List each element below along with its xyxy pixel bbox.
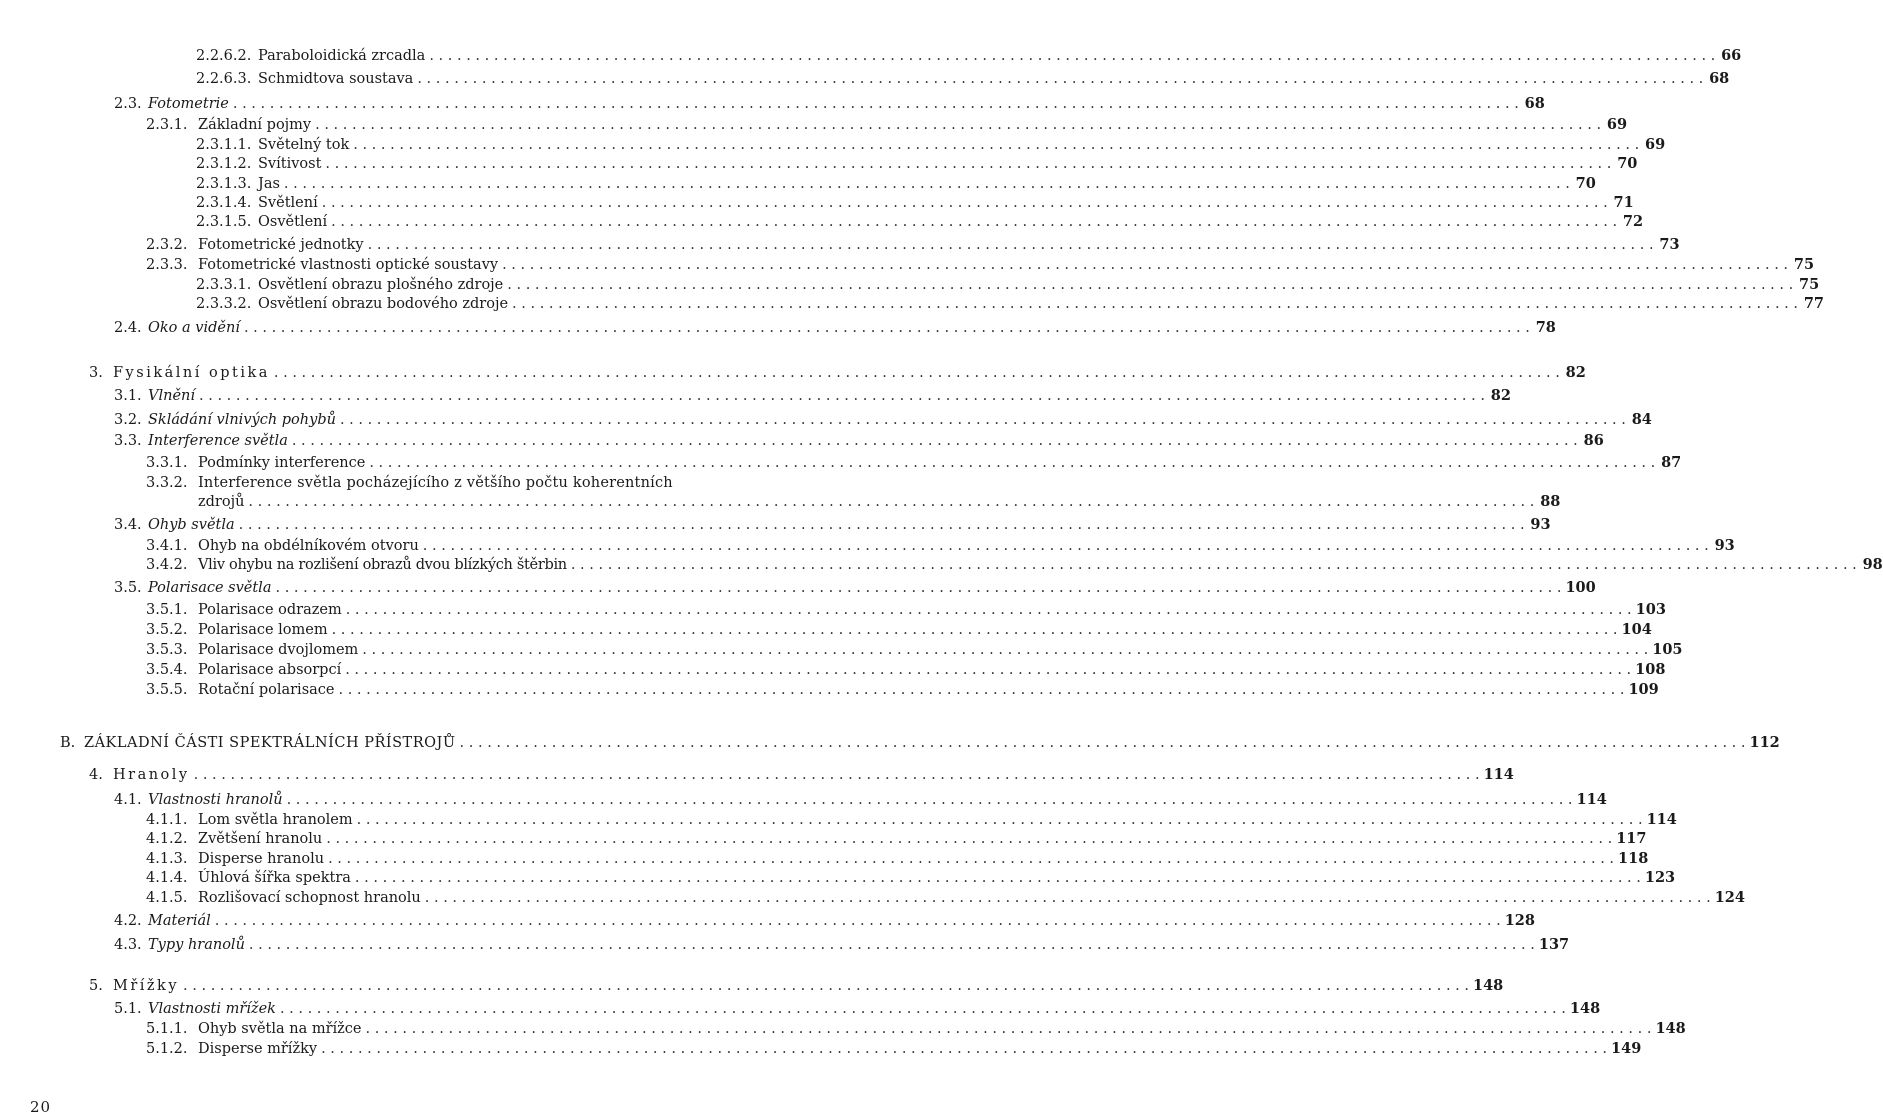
toc-title: Osvětlení	[258, 214, 328, 230]
toc-title: ZÁKLADNÍ ČÁSTI SPEKTRÁLNÍCH PŘÍSTROJŮ	[84, 735, 456, 751]
toc-page-number: 137	[1538, 936, 1570, 953]
toc-page-number: 78	[1535, 319, 1556, 336]
leader-dots	[215, 911, 1501, 931]
toc-title: Polarisace absorpcí	[198, 662, 342, 678]
toc-entry	[146, 868, 1676, 888]
toc-entry-continuation	[198, 492, 1561, 512]
leader-dots	[326, 829, 1612, 849]
toc-page-number: 87	[1661, 454, 1682, 471]
toc-title: Fotometrické jednotky	[198, 237, 364, 253]
toc-number: 2.4.	[114, 320, 142, 336]
leader-dots	[292, 431, 1578, 451]
toc-number: 2.3.1.	[146, 117, 188, 133]
toc-number: 4.3.	[114, 937, 142, 953]
toc-number: 3.1.	[114, 388, 142, 404]
leader-dots	[355, 868, 1641, 888]
leader-dots	[274, 363, 1560, 383]
toc-number: 2.3.2.	[146, 237, 188, 253]
toc-number: 2.3.3.2.	[196, 296, 252, 312]
toc-title: Skládání vlnivých pohybů	[148, 412, 336, 428]
toc-page-number: 105	[1652, 641, 1683, 658]
toc-entry	[146, 1019, 1686, 1039]
toc-entry	[114, 911, 1535, 931]
leader-dots	[287, 790, 1573, 810]
toc-entry	[114, 515, 1551, 535]
toc-title: Zvětšení hranolu	[198, 831, 323, 847]
toc-entry	[146, 115, 1628, 135]
toc-title: Podmínky interference	[198, 455, 366, 471]
toc-entry	[196, 154, 1638, 174]
toc-entry	[146, 680, 1659, 700]
leader-dots	[345, 660, 1631, 680]
toc-entry	[146, 810, 1677, 830]
toc-number: 3.3.2.	[146, 475, 188, 491]
toc-title: Mřížky	[113, 978, 180, 994]
toc-page-number: 69	[1606, 116, 1628, 133]
toc-page-number: 98	[1862, 556, 1883, 573]
leader-dots	[340, 410, 1626, 430]
toc-page-number: 75	[1799, 276, 1820, 293]
leader-dots	[233, 94, 1519, 114]
toc-page-number: 123	[1644, 869, 1676, 886]
leader-dots	[275, 578, 1561, 598]
toc-title: Disperse hranolu	[198, 851, 325, 867]
toc-title: Schmidtova soustava	[258, 71, 414, 87]
toc-entry	[114, 386, 1511, 406]
toc-entry	[146, 235, 1680, 255]
toc-entry	[196, 69, 1730, 89]
leader-dots	[512, 294, 1798, 314]
toc-entry	[146, 829, 1647, 849]
toc-page-number: 86	[1583, 432, 1604, 449]
toc-title: Fotometrické vlastnosti optické soustavy	[198, 257, 499, 273]
toc-entry	[146, 888, 1745, 908]
toc-entry	[146, 1039, 1642, 1059]
toc-number: 2.3.3.	[146, 257, 188, 273]
toc-page-number: 73	[1659, 236, 1680, 253]
toc-entry	[114, 935, 1570, 955]
page-folio: 20	[30, 1098, 52, 1116]
toc-entry	[114, 578, 1596, 598]
toc-title: Hranoly	[113, 767, 190, 783]
toc-title: Lom světla hranolem	[198, 812, 353, 828]
toc-title: Oko a vidění	[148, 320, 240, 336]
toc-page-number: 148	[1569, 1000, 1601, 1017]
toc-title: Osvětlení obrazu bodového zdroje	[258, 296, 509, 312]
toc-entry	[196, 212, 1644, 232]
toc-entry	[114, 318, 1556, 338]
toc-number: 2.3.1.1.	[196, 137, 252, 153]
toc-number: 3.2.	[114, 412, 142, 428]
toc-page-number: 114	[1483, 766, 1514, 783]
toc-page-number: 118	[1618, 850, 1649, 867]
toc-title: Paraboloidická zrcadla	[258, 48, 426, 64]
toc-title: Rotační polarisace	[198, 682, 335, 698]
leader-dots	[244, 318, 1530, 338]
toc-number: 3.5.2.	[146, 622, 188, 638]
toc-number: 4.1.5.	[146, 890, 188, 906]
leader-dots	[353, 135, 1639, 155]
toc-number: 4.1.3.	[146, 851, 188, 867]
toc-page-number: 114	[1576, 791, 1607, 808]
toc-title: Polarisace dvojlomem	[198, 642, 359, 658]
toc-page-number: 70	[1575, 175, 1596, 192]
toc-page-number: 93	[1530, 516, 1551, 533]
leader-dots	[239, 515, 1525, 535]
toc-page-number: 68	[1524, 95, 1545, 112]
toc-part-heading	[60, 733, 1780, 753]
toc-number: 2.3.3.1.	[196, 277, 252, 293]
toc-entry	[146, 660, 1666, 680]
toc-number: 4.1.4.	[146, 870, 188, 886]
leader-dots	[366, 1019, 1652, 1039]
toc-title: Vlnění	[148, 388, 196, 404]
toc-page-number: 77	[1803, 295, 1824, 312]
leader-dots	[315, 115, 1601, 135]
toc-number: 3.4.	[114, 517, 142, 533]
leader-dots	[417, 69, 1703, 89]
leader-dots	[325, 154, 1611, 174]
toc-number: 3.4.2.	[146, 557, 188, 573]
toc-title: Polarisace lomem	[198, 622, 328, 638]
toc-entry	[196, 275, 1820, 295]
toc-title: Fotometrie	[148, 96, 229, 112]
toc-page-number: 100	[1565, 579, 1596, 596]
toc-number: 3.5.5.	[146, 682, 188, 698]
toc-title: Světelný tok	[258, 137, 350, 153]
leader-dots	[322, 193, 1608, 213]
toc-entry	[114, 431, 1604, 451]
toc-number: B.	[60, 735, 76, 751]
toc-title: Rozlišovací schopnost hranolu	[198, 890, 421, 906]
leader-dots	[194, 765, 1480, 785]
toc-number: 3.5.	[114, 580, 142, 596]
toc-title: Úhlová šířka spektra	[198, 870, 351, 886]
toc-page-number: 109	[1628, 681, 1659, 698]
leader-dots	[248, 492, 1534, 512]
leader-dots	[460, 733, 1746, 753]
toc-number: 2.3.	[114, 96, 142, 112]
toc-number: 4.1.2.	[146, 831, 188, 847]
toc-entry	[146, 453, 1682, 473]
toc-number: 3.5.4.	[146, 662, 188, 678]
toc-title: Osvětlení obrazu plošného zdroje	[258, 277, 504, 293]
toc-number: 3.3.1.	[146, 455, 188, 471]
toc-page-number: 84	[1631, 411, 1652, 428]
toc-page-number: 88	[1540, 493, 1561, 510]
toc-title-continuation: zdrojů	[198, 494, 245, 510]
toc-entry	[196, 46, 1742, 66]
toc-entry	[146, 536, 1735, 556]
toc-title: Polarisace světla	[148, 580, 272, 596]
toc-number: 3.4.1.	[146, 538, 188, 554]
toc-title: Svítivost	[258, 156, 322, 172]
toc-page-number: 82	[1490, 387, 1511, 404]
toc-number: 2.3.1.5.	[196, 214, 252, 230]
leader-dots	[507, 275, 1793, 295]
toc-title: Ohyb světla na mřížce	[198, 1021, 362, 1037]
toc-number: 5.1.	[114, 1001, 142, 1017]
leader-dots	[331, 212, 1617, 232]
leader-dots	[199, 386, 1485, 406]
leader-dots	[332, 620, 1618, 640]
leader-dots	[284, 174, 1570, 194]
toc-title: Ohyb na obdélníkovém otvoru	[198, 538, 419, 554]
leader-dots	[338, 680, 1624, 700]
toc-page-number: 103	[1635, 601, 1666, 618]
toc-title: Vlastnosti hranolů	[148, 792, 283, 808]
toc-page-number: 68	[1709, 70, 1730, 87]
toc-chapter	[89, 363, 1586, 383]
toc-entry	[146, 555, 1883, 575]
toc-page-number: 75	[1793, 256, 1815, 273]
toc-entry	[146, 640, 1683, 660]
toc-entry	[146, 255, 1815, 275]
toc-number: 2.3.1.4.	[196, 195, 252, 211]
leader-dots	[249, 935, 1535, 955]
toc-page-number: 69	[1645, 136, 1666, 153]
toc-entry	[146, 600, 1666, 620]
toc-entry	[196, 193, 1634, 213]
toc-entry	[196, 294, 1824, 314]
leader-dots	[183, 976, 1469, 996]
toc-title: Typy hranolů	[148, 937, 245, 953]
toc-number: 3.5.3.	[146, 642, 188, 658]
toc-number: 2.3.1.2.	[196, 156, 252, 172]
toc-page-number: 149	[1611, 1040, 1642, 1057]
toc-title: Disperse mřížky	[198, 1041, 318, 1057]
leader-dots	[368, 235, 1654, 255]
leader-dots	[502, 255, 1788, 275]
toc-page-number: 117	[1616, 830, 1647, 847]
toc-number: 2.2.6.3.	[196, 71, 252, 87]
toc-number: 5.	[89, 978, 103, 994]
toc-page-number: 148	[1473, 977, 1504, 994]
leader-dots	[571, 555, 1857, 575]
toc-chapter	[89, 976, 1504, 996]
toc-number: 3.	[89, 365, 103, 381]
toc-title: Světlení	[258, 195, 318, 211]
toc-page-number: 93	[1714, 537, 1735, 554]
toc-entry	[114, 790, 1607, 810]
toc-page-number: 72	[1622, 213, 1644, 230]
toc-title: Ohyb světla	[148, 517, 235, 533]
toc-entry	[146, 620, 1652, 640]
toc-page-number: 108	[1635, 661, 1666, 678]
toc-number: 4.1.1.	[146, 812, 188, 828]
leader-dots	[369, 453, 1655, 473]
leader-dots	[425, 888, 1711, 908]
leader-dots	[321, 1039, 1607, 1059]
toc-page-number: 112	[1749, 734, 1780, 751]
toc-title: Vliv ohybu na rozlišení obrazů dvou blízkých štěrbin	[198, 557, 567, 573]
toc-entry	[114, 410, 1652, 430]
toc-number: 4.2.	[114, 913, 142, 929]
toc-number: 5.1.1.	[146, 1021, 188, 1037]
toc-title: Polarisace odrazem	[198, 602, 342, 618]
toc-number: 3.3.	[114, 433, 142, 449]
toc-entry	[114, 94, 1545, 114]
leader-dots	[423, 536, 1709, 556]
toc-entry	[114, 999, 1601, 1019]
toc-page-number: 148	[1655, 1020, 1686, 1037]
toc-page-number: 82	[1565, 364, 1586, 381]
toc-title: Materiál	[148, 913, 211, 929]
toc-page-number: 71	[1613, 194, 1634, 211]
toc-page-number: 66	[1721, 47, 1742, 64]
toc-number: 5.1.2.	[146, 1041, 188, 1057]
toc-page-number: 128	[1504, 912, 1535, 929]
toc-entry	[196, 135, 1666, 155]
leader-dots	[346, 600, 1632, 620]
leader-dots	[362, 640, 1648, 660]
toc-title: Vlastnosti mřížek	[148, 1001, 276, 1017]
toc-number: 4.	[89, 767, 103, 783]
toc-title: Interference světla pocházejícího z většího počtu koherentních	[198, 475, 673, 491]
toc-entry	[146, 849, 1649, 869]
leader-dots	[357, 810, 1643, 830]
toc-title: Fysikální optika	[113, 365, 270, 381]
toc-entry	[146, 473, 727, 493]
toc-page-number: 70	[1617, 155, 1638, 172]
toc-chapter	[89, 765, 1514, 785]
toc-number: 3.5.1.	[146, 602, 188, 618]
leader-dots	[429, 46, 1715, 66]
toc-number: 2.2.6.2.	[196, 48, 252, 64]
toc-title: Základní pojmy	[198, 117, 312, 133]
toc-title: Interference světla	[148, 433, 288, 449]
toc-number: 4.1.	[114, 792, 142, 808]
leader-dots	[328, 849, 1614, 869]
toc-entry	[196, 174, 1596, 194]
toc-number: 2.3.1.3.	[196, 176, 252, 192]
toc-page-number: 124	[1714, 889, 1745, 906]
toc-page-number: 104	[1621, 621, 1652, 638]
toc-page-number: 114	[1646, 811, 1677, 828]
leader-dots	[280, 999, 1566, 1019]
toc-title: Jas	[258, 176, 280, 192]
